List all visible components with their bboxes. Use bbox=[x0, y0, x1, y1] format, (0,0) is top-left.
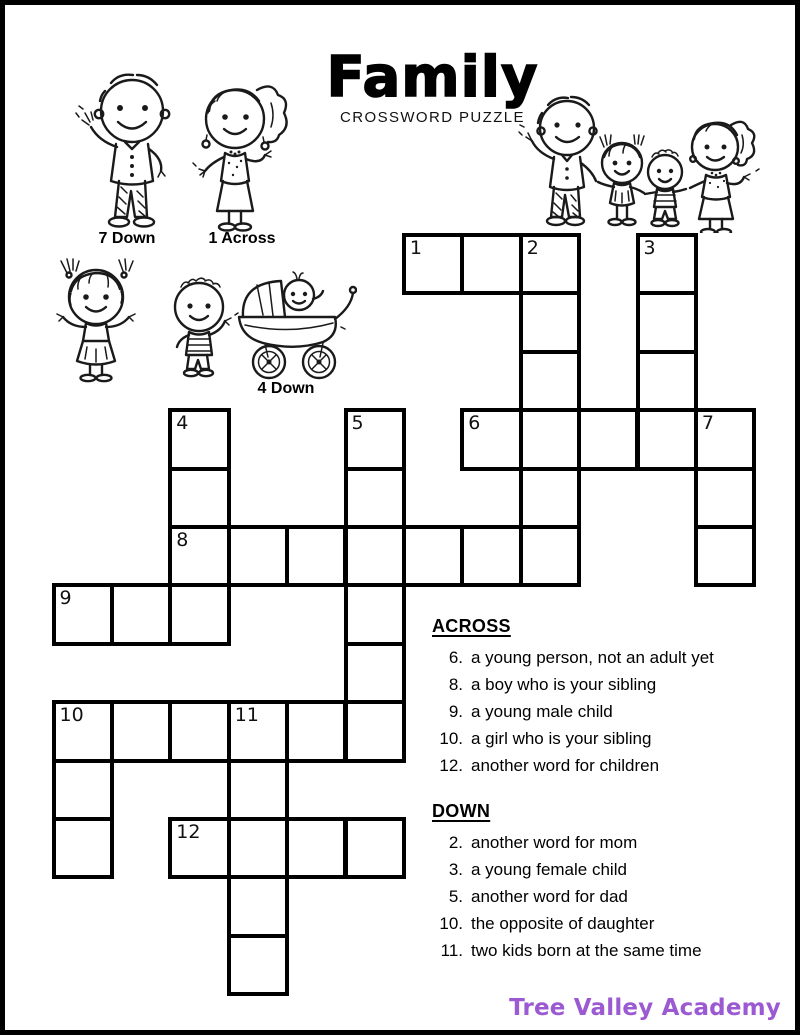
clue-item bbox=[432, 726, 792, 753]
clue-number: 5. bbox=[448, 886, 463, 906]
across-clue-list bbox=[432, 644, 792, 780]
clue-item bbox=[432, 698, 792, 725]
grid-cell-11-4[interactable] bbox=[694, 467, 756, 529]
grid-cell-6-5[interactable] bbox=[402, 525, 464, 587]
grid-cell-number: 4 bbox=[176, 412, 189, 435]
grid-cell-1-6[interactable] bbox=[110, 583, 172, 645]
grid-cell-3-10[interactable] bbox=[227, 817, 289, 879]
grid-cell-3-9[interactable] bbox=[227, 759, 289, 821]
grid-cell-11-5[interactable] bbox=[694, 525, 756, 587]
clue-text: two kids born at the same time bbox=[471, 941, 702, 961]
grid-cell-number: 6 bbox=[468, 412, 481, 435]
grid-cell-2-4[interactable] bbox=[168, 467, 230, 529]
grid-cell-5-3[interactable] bbox=[344, 408, 406, 470]
grid-cell-3-8[interactable] bbox=[227, 700, 289, 762]
clue-number: 3. bbox=[448, 859, 463, 879]
grid-cell-7-3[interactable] bbox=[460, 408, 522, 470]
grid-cell-2-3[interactable] bbox=[168, 408, 230, 470]
clue-text: another word for mom bbox=[471, 832, 638, 852]
grid-cell-8-3[interactable] bbox=[519, 408, 581, 470]
clue-number: 2. bbox=[448, 832, 463, 852]
grid-cell-10-3[interactable] bbox=[636, 408, 698, 470]
grid-cell-8-4[interactable] bbox=[519, 467, 581, 529]
grid-cell-number: 12 bbox=[176, 821, 201, 843]
clue-text: a girl who is your sibling bbox=[471, 729, 652, 749]
grid-cell-number: 1 bbox=[409, 237, 422, 259]
grid-cell-8-1[interactable] bbox=[519, 291, 581, 353]
grid-cell-5-10[interactable] bbox=[344, 817, 406, 879]
grid-cell-3-5[interactable] bbox=[227, 525, 289, 587]
grid-cell-8-0[interactable] bbox=[519, 233, 581, 295]
grid-cell-5-7[interactable] bbox=[344, 642, 406, 704]
grid-cell-0-8[interactable] bbox=[52, 700, 114, 762]
grid-cell-10-2[interactable] bbox=[636, 350, 698, 412]
clue-text: a young male child bbox=[471, 701, 613, 721]
clue-text: another word for children bbox=[471, 756, 660, 776]
grid-cell-5-6[interactable] bbox=[344, 583, 406, 645]
clue-item bbox=[432, 856, 792, 883]
grid-cell-0-6[interactable] bbox=[52, 583, 114, 645]
mom-figure-label: 1 Across bbox=[208, 230, 276, 247]
clue-text: another word for dad bbox=[471, 886, 628, 906]
clue-text: a young person, not an adult yet bbox=[471, 647, 714, 667]
grid-cell-10-0[interactable] bbox=[636, 233, 698, 295]
grid-cell-number: 11 bbox=[234, 704, 259, 727]
grid-cell-number: 7 bbox=[701, 412, 714, 435]
clue-item bbox=[432, 883, 792, 910]
grid-cell-number: 10 bbox=[59, 704, 84, 727]
across-clues-section bbox=[432, 616, 792, 780]
clue-text: a boy who is your sibling bbox=[471, 674, 657, 694]
grid-cell-0-10[interactable] bbox=[52, 817, 114, 879]
grid-cell-10-1[interactable] bbox=[636, 291, 698, 353]
grid-cell-3-12[interactable] bbox=[227, 934, 289, 996]
grid-cell-4-5[interactable] bbox=[285, 525, 347, 587]
grid-cell-3-11[interactable] bbox=[227, 875, 289, 937]
grid-cell-11-3[interactable] bbox=[694, 408, 756, 470]
carriage-figure-label: 4 Down bbox=[257, 380, 315, 397]
down-clues-section bbox=[432, 801, 792, 965]
watermark: Tree Valley Academy bbox=[509, 995, 781, 1021]
grid-cell-number: 5 bbox=[351, 412, 364, 435]
grid-cell-2-8[interactable] bbox=[168, 700, 230, 762]
clue-number: 8. bbox=[448, 674, 463, 694]
clue-number: 10. bbox=[439, 729, 463, 749]
grid-cell-0-9[interactable] bbox=[52, 759, 114, 821]
grid-cell-5-8[interactable] bbox=[344, 700, 406, 762]
grid-cell-2-10[interactable] bbox=[168, 817, 230, 879]
grid-cell-7-5[interactable] bbox=[460, 525, 522, 587]
grid-cell-8-5[interactable] bbox=[519, 525, 581, 587]
grid-cell-8-2[interactable] bbox=[519, 350, 581, 412]
clue-number: 12. bbox=[439, 756, 463, 776]
dad-figure-label: 7 Down bbox=[98, 230, 156, 247]
grid-cell-number: 2 bbox=[526, 237, 539, 259]
clue-number: 11. bbox=[440, 941, 463, 961]
across-heading: ACROSS bbox=[432, 616, 511, 636]
grid-cell-4-10[interactable] bbox=[285, 817, 347, 879]
grid-cell-7-0[interactable] bbox=[460, 233, 522, 295]
grid-cell-5-5[interactable] bbox=[344, 525, 406, 587]
down-heading: DOWN bbox=[432, 801, 491, 821]
grid-cell-5-4[interactable] bbox=[344, 467, 406, 529]
clue-number: 6. bbox=[448, 647, 463, 667]
page-subtitle: CROSSWORD PUZZLE bbox=[340, 109, 525, 126]
grid-cell-number: 9 bbox=[59, 587, 72, 610]
grid-cell-4-8[interactable] bbox=[285, 700, 347, 762]
grid-cell-number: 8 bbox=[176, 529, 189, 551]
clue-item bbox=[432, 671, 792, 698]
grid-cell-6-0[interactable] bbox=[402, 233, 464, 295]
grid-cell-2-6[interactable] bbox=[168, 583, 230, 645]
clue-number: 9. bbox=[448, 701, 463, 721]
clue-item bbox=[432, 829, 792, 856]
grid-cell-2-5[interactable] bbox=[168, 525, 230, 587]
clue-item bbox=[432, 753, 792, 780]
clue-text: a young female child bbox=[471, 859, 627, 879]
clue-item bbox=[432, 644, 792, 671]
page-title: Family bbox=[326, 45, 539, 110]
clue-number: 10. bbox=[439, 914, 463, 934]
grid-cell-number: 3 bbox=[643, 237, 656, 259]
clue-text: the opposite of daughter bbox=[471, 914, 655, 934]
grid-cell-9-3[interactable] bbox=[577, 408, 639, 470]
clue-item bbox=[432, 938, 792, 965]
clue-item bbox=[432, 911, 792, 938]
grid-cell-1-8[interactable] bbox=[110, 700, 172, 762]
down-clue-list bbox=[432, 829, 792, 965]
